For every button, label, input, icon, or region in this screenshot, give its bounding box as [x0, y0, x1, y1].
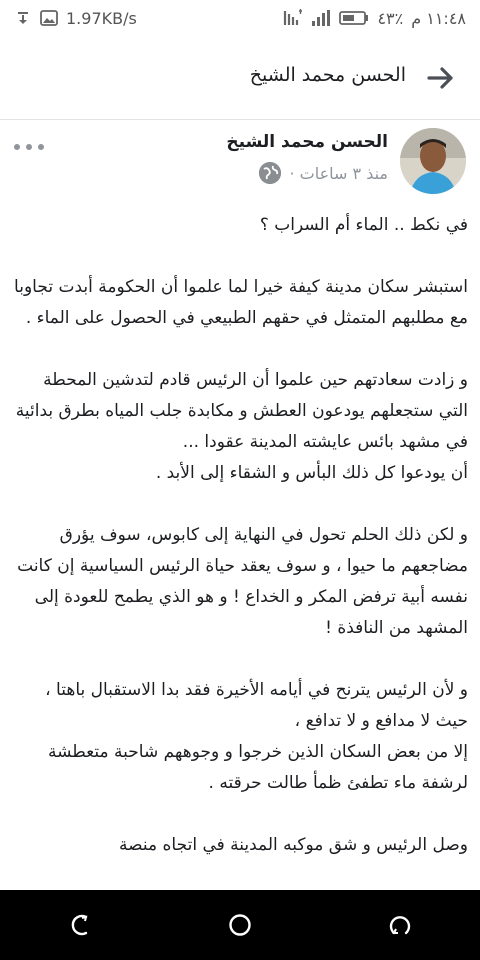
- app-header: [0, 36, 480, 120]
- post-paragraph: وصل الرئيس و شق موكبه المدينة في اتجاه منصة: [119, 835, 468, 855]
- download-icon: [14, 9, 32, 27]
- battery-percent: ٤٣٪: [377, 8, 404, 28]
- post-paragraph: و زادت سعادتهم حين علموا أن الرئيس قادم لتدشين المحطة التي ستجعلهم يودعون العطش و مكابدة جلب المياه بطرق بدائية في مشهد بائس عايشته المدينة عقودا ... أن يودعوا كل ذلك البأس و الشقاء إلى الأبد .: [15, 370, 468, 483]
- post-paragraph: استبشر سكان مدينة كيفة خيرا لما علموا أن الحكومة أبدت تجاوبا مع مطلبهم المتمثل في حقهم الطبيعي في الحصول على الماء .: [14, 277, 468, 328]
- image-icon: [40, 10, 58, 26]
- author-name[interactable]: الحسن محمد الشيخ: [226, 132, 388, 152]
- nav-recents-icon[interactable]: [370, 895, 430, 955]
- status-right: [283, 9, 466, 28]
- status-left: [14, 9, 137, 28]
- battery-icon: [339, 10, 369, 26]
- more-dots-icon[interactable]: [14, 144, 44, 154]
- clock: ١١:٤٨ م: [411, 8, 466, 28]
- network-speed: 1.97KB/s: [66, 8, 137, 28]
- nav-back-icon[interactable]: [50, 895, 110, 955]
- status-bar: [0, 0, 480, 36]
- globe-icon: [259, 162, 281, 184]
- page-title: الحسن محمد الشيخ: [249, 64, 406, 86]
- nav-home-icon[interactable]: [210, 895, 270, 955]
- post-paragraph: و لأن الرئيس يترنح في أيامه الأخيرة فقد بدا الاستقبال باهتا ، حيث لا مدافع و لا تدافع ، إلا من بعض السكان الذين خرجوا و وجوههم شاحبة متعطشة لرشفة ماء تطفئ ظمأ طالت حرقته .: [45, 680, 468, 793]
- post-meta: [259, 162, 388, 184]
- signal-icon: [311, 9, 331, 27]
- post-paragraph: في نكط .. الماء أم السراب ؟: [259, 215, 468, 235]
- post-body: [0, 210, 480, 890]
- post-header: [0, 120, 480, 202]
- post-paragraph: و لكن ذلك الحلم تحول في النهاية إلى كابوس، سوف يؤرق مضاجعهم ما حيوا ، و سوف يعقد حياة الرئيس السياسية إن كانت نفسه أبية ترفض المكر و الخداع ! و هو الذي يطمح للعودة إلى المشهد من النافذة !: [17, 525, 468, 638]
- avatar[interactable]: [400, 128, 466, 194]
- arrow-right-icon[interactable]: [426, 66, 456, 90]
- post-time[interactable]: منذ ٣ ساعات ·: [289, 163, 388, 183]
- nav-bar: [0, 890, 480, 960]
- wifi-icon: [283, 9, 303, 27]
